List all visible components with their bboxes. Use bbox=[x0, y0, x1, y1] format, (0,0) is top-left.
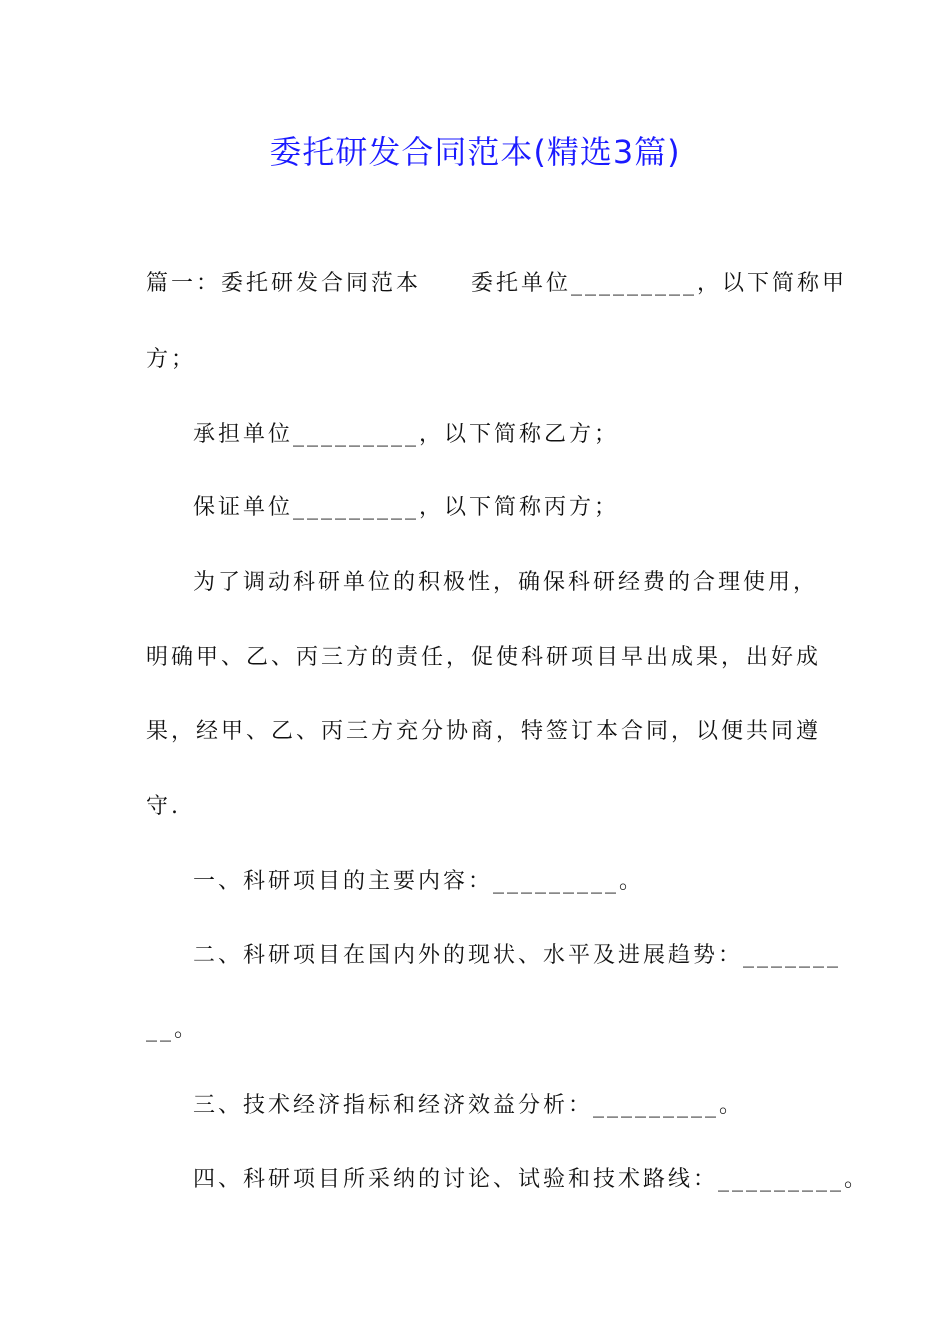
document-title: 委托研发合同范本(精选3篇) bbox=[269, 133, 681, 171]
body-line: 篇一：委托研发合同范本 委托单位_________，以下简称甲 bbox=[146, 271, 848, 296]
body-line: 三、技术经济指标和经济效益分析：_________。 bbox=[193, 1093, 745, 1118]
body-line: 一、科研项目的主要内容：_________。 bbox=[193, 869, 645, 894]
body-line: 方； bbox=[146, 347, 197, 372]
body-line: 守. bbox=[146, 794, 181, 819]
body-line: 果，经甲、乙、丙三方充分协商，特签订本合同，以便共同遵 bbox=[146, 719, 822, 744]
body-line: 四、科研项目所采纳的讨论、试验和技术路线：_________。 bbox=[193, 1167, 870, 1192]
body-line: 保证单位_________，以下简称丙方； bbox=[193, 495, 620, 520]
body-line: 二、科研项目在国内外的现状、水平及进展趋势：_______ bbox=[193, 943, 842, 968]
body-line: 为了调动科研单位的积极性，确保科研经费的合理使用， bbox=[193, 570, 819, 595]
body-line: 明确甲、乙、丙三方的责任，促使科研项目早出成果，出好成 bbox=[146, 645, 822, 670]
body-line: 承担单位_________，以下简称乙方； bbox=[193, 422, 620, 447]
body-line: __。 bbox=[146, 1017, 200, 1042]
